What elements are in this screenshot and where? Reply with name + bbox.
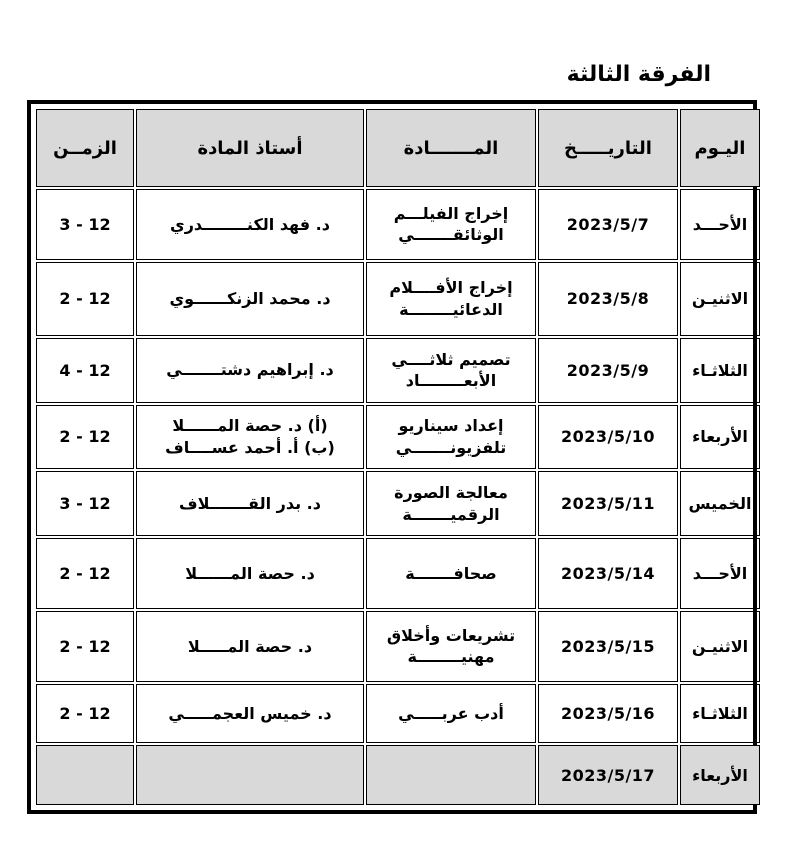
teacher-line: د. إبراهيم دشتـــــــي (166, 360, 334, 380)
subject-cell (366, 405, 536, 470)
table-row (36, 538, 760, 609)
date-cell: 2023/5/14 (538, 538, 678, 609)
time-cell: 12 - 4 (36, 338, 134, 403)
time-cell: 12 - 2 (36, 405, 134, 470)
table-row (36, 189, 760, 260)
subject-line: الأبعــــــــاد (405, 371, 497, 391)
teacher-line: د. فهد الكنــــــــدري (170, 214, 330, 234)
teacher-line: د. حصة المـــــلا (187, 636, 313, 656)
subject-cell (366, 684, 536, 744)
day-cell: الأحـــد (680, 189, 760, 260)
day-cell: الثلاثـاء (680, 684, 760, 744)
date-cell: 2023/5/7 (538, 189, 678, 260)
teacher-cell (136, 538, 364, 609)
time-cell: 12 - 3 (36, 189, 134, 260)
date-cell: 2023/5/9 (538, 338, 678, 403)
date-cell: 2023/5/17 (538, 745, 678, 805)
table-row (36, 338, 760, 403)
teacher-cell (136, 405, 364, 470)
schedule-frame (27, 100, 757, 814)
day-cell: الاثنيـن (680, 262, 760, 336)
subject-cell (366, 538, 536, 609)
day-cell: الخميس (680, 471, 760, 536)
subject-line: مهنيــــــــة (407, 647, 495, 667)
teacher-cell (136, 745, 364, 805)
day-cell: الاثنيـن (680, 611, 760, 682)
teacher-cell (136, 611, 364, 682)
subject-line: صحافـــــــة (405, 563, 497, 583)
subject-line: معالجة الصورة (394, 483, 508, 503)
table-row (36, 684, 760, 744)
day-cell: الثلاثـاء (680, 338, 760, 403)
subject-cell (366, 471, 536, 536)
subject-line: تصميم ثلاثــــي (391, 349, 511, 369)
subject-line: أدب عربـــــي (398, 703, 504, 723)
teacher-line: د. بدر القـــــــلاف (179, 493, 321, 513)
subject-line: الوثائقـــــــي (398, 225, 504, 245)
teacher-cell (136, 684, 364, 744)
date-cell: 2023/5/15 (538, 611, 678, 682)
subject-line: إخراج الفيلـــم (393, 203, 509, 223)
subject-line: تلفزيونـــــــي (395, 437, 507, 457)
header-teacher: أستاذ المادة (136, 109, 364, 187)
day-cell: الأربعاء (680, 405, 760, 470)
table-row (36, 262, 760, 336)
table-row (36, 745, 760, 805)
header-time: الزمــن (36, 109, 134, 187)
day-cell: الأربعاء (680, 745, 760, 805)
subject-line: الرقميـــــــة (402, 504, 500, 524)
subject-line: إعداد سيناريو (398, 416, 504, 436)
teacher-cell (136, 338, 364, 403)
teacher-line: د. خميس العجمـــــي (168, 703, 332, 723)
subject-cell (366, 338, 536, 403)
time-cell (36, 745, 134, 805)
header-subject: المـــــــادة (366, 109, 536, 187)
header-day: اليـوم (680, 109, 760, 187)
subject-cell (366, 745, 536, 805)
subject-cell (366, 262, 536, 336)
subject-line: إخراج الأفــــلام (389, 278, 513, 298)
teacher-line: د. محمد الزنكــــــوي (169, 289, 331, 309)
table-row (36, 405, 760, 470)
date-cell: 2023/5/8 (538, 262, 678, 336)
teacher-cell (136, 262, 364, 336)
subject-cell (366, 189, 536, 260)
teacher-cell (136, 189, 364, 260)
teacher-cell (136, 471, 364, 536)
time-cell: 12 - 2 (36, 611, 134, 682)
date-cell: 2023/5/16 (538, 684, 678, 744)
date-cell: 2023/5/10 (538, 405, 678, 470)
time-cell: 12 - 2 (36, 684, 134, 744)
header-date: التاريـــــخ (538, 109, 678, 187)
table-row (36, 611, 760, 682)
subject-cell (366, 611, 536, 682)
time-cell: 12 - 2 (36, 262, 134, 336)
time-cell: 12 - 2 (36, 538, 134, 609)
page-title: الفرقة الثالثة (566, 62, 711, 87)
subject-line: تشريعات وأخلاق (386, 625, 516, 645)
day-cell: الأحـــد (680, 538, 760, 609)
teacher-line: (ب) أ. أحمد عســــاف (165, 437, 335, 457)
teacher-line: د. حصة المــــــلا (185, 563, 315, 583)
schedule-table (34, 107, 762, 807)
table-row (36, 471, 760, 536)
teacher-line: (أ) د. حصة المــــــلا (172, 416, 328, 436)
header-row (36, 109, 760, 187)
time-cell: 12 - 3 (36, 471, 134, 536)
date-cell: 2023/5/11 (538, 471, 678, 536)
schedule-body (36, 189, 760, 805)
subject-line: الدعائيــــــــة (399, 299, 503, 319)
